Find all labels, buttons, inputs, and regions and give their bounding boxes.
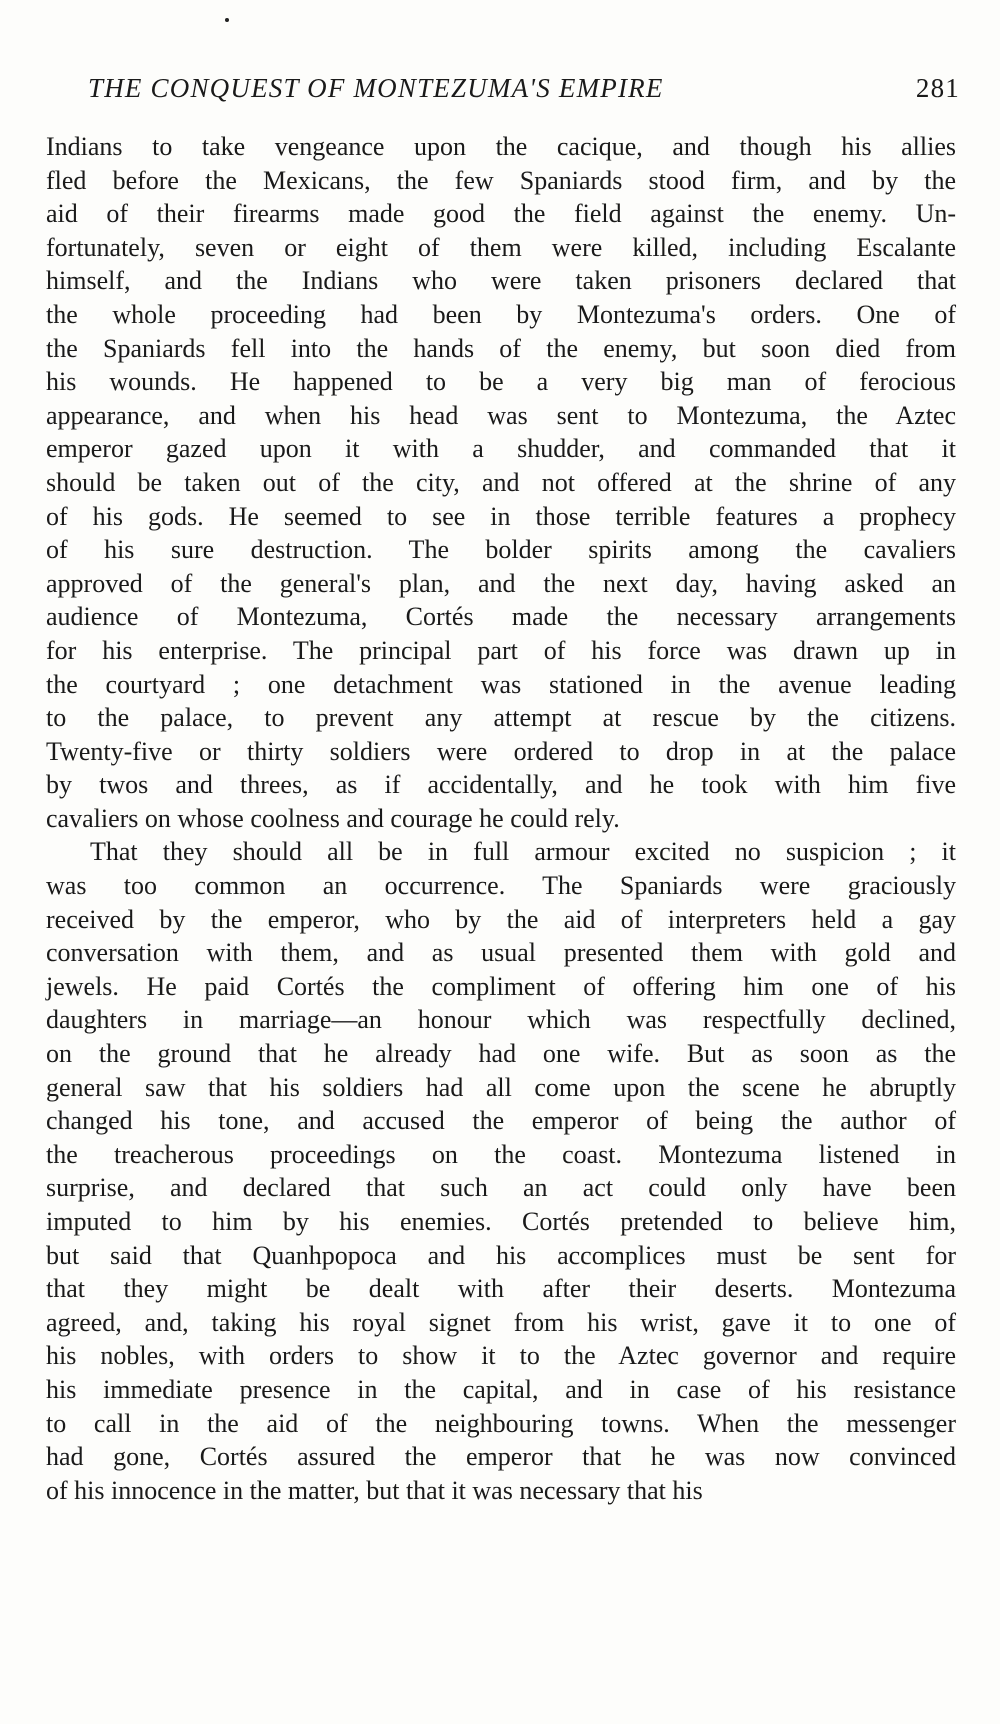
text-line: surprise, and declared that such an act could only have been [46, 1173, 956, 1203]
text-line: but said that Quanhpopoca and his accomplices must be sent for [46, 1240, 956, 1270]
text-line: his immediate presence in the capital, and in case of his resistance [46, 1374, 956, 1404]
ink-speck [225, 18, 229, 22]
text-line: general saw that his soldiers had all come upon the scene he abruptly [46, 1072, 956, 1102]
text-line: approved of the general's plan, and the next day, having asked an [46, 568, 956, 598]
text-line: had gone, Cortés assured the emperor that he was now convinced [46, 1442, 956, 1472]
text-line: That they should all be in full armour excited no suspicion ; it [90, 837, 956, 867]
text-line: emperor gazed upon it with a shudder, and commanded that it [46, 434, 956, 464]
text-line: Indians to take vengeance upon the cacique, and though his allies [46, 132, 956, 161]
text-line: fled before the Mexicans, the few Spaniards stood firm, and by the [46, 165, 956, 195]
text-line: appearance, and when his head was sent to Montezuma, the Aztec [46, 400, 956, 430]
text-line: jewels. He paid Cortés the compliment of offering him one of his [46, 971, 956, 1001]
text-line: to the palace, to prevent any attempt at rescue by the citizens. [46, 703, 956, 733]
paragraph [46, 130, 956, 835]
text-line: of his innocence in the matter, but that it was necessary that his [46, 1475, 703, 1505]
text-line: audience of Montezuma, Cortés made the necessary arrangements [46, 602, 956, 632]
text-line: was too common an occurrence. The Spaniards were graciously [46, 871, 956, 901]
text-line: by twos and threes, as if accidentally, and he took with him five [46, 770, 956, 800]
text-line: the whole proceeding had been by Montezuma's orders. One of [46, 299, 956, 329]
text-line: changed his tone, and accused the emperor of being the author of [46, 1106, 956, 1136]
text-line: fortunately, seven or eight of them were killed, including Escalante [46, 232, 956, 262]
text-line: the courtyard ; one detachment was stationed in the avenue leading [46, 669, 956, 699]
text-line: of his sure destruction. The bolder spirits among the cavaliers [46, 535, 956, 565]
text-line: his wounds. He happened to be a very big man of ferocious [46, 367, 956, 397]
text-line: imputed to him by his enemies. Cortés pretended to believe him, [46, 1207, 956, 1236]
page-number: 281 [915, 73, 960, 103]
running-header [88, 73, 960, 113]
running-title: THE CONQUEST OF MONTEZUMA'S EMPIRE [88, 73, 664, 103]
text-line: daughters in marriage—an honour which was respectfully declined, [46, 1005, 956, 1035]
text-line: received by the emperor, who by the aid of interpreters held a gay [46, 904, 956, 934]
text-line: of his gods. He seemed to see in those terrible features a prophecy [46, 501, 956, 531]
text-line: Twenty-five or thirty soldiers were ordered to drop in at the palace [46, 736, 956, 766]
text-line: cavaliers on whose coolness and courage he could rely. [46, 803, 620, 833]
body-text [46, 130, 956, 1507]
text-line: himself, and the Indians who were taken prisoners declared that [46, 266, 956, 296]
text-line: the Spaniards fell into the hands of the enemy, but soon died from [46, 333, 956, 363]
text-line: the treacherous proceedings on the coast. Montezuma listened in [46, 1139, 956, 1169]
text-line: aid of their firearms made good the field against the enemy. Un- [46, 199, 956, 229]
text-line: conversation with them, and as usual presented them with gold and [46, 938, 956, 968]
text-line: agreed, and, taking his royal signet from his wrist, gave it to one of [46, 1307, 956, 1337]
text-line: his nobles, with orders to show it to the Aztec governor and require [46, 1341, 956, 1371]
paragraph [46, 835, 956, 1507]
text-line: for his enterprise. The principal part of his force was drawn up in [46, 635, 956, 665]
text-line: that they might be dealt with after their deserts. Montezuma [46, 1274, 956, 1304]
text-line: should be taken out of the city, and not offered at the shrine of any [46, 467, 956, 497]
text-line: on the ground that he already had one wife. But as soon as the [46, 1039, 956, 1069]
text-line: to call in the aid of the neighbouring towns. When the messenger [46, 1408, 956, 1438]
